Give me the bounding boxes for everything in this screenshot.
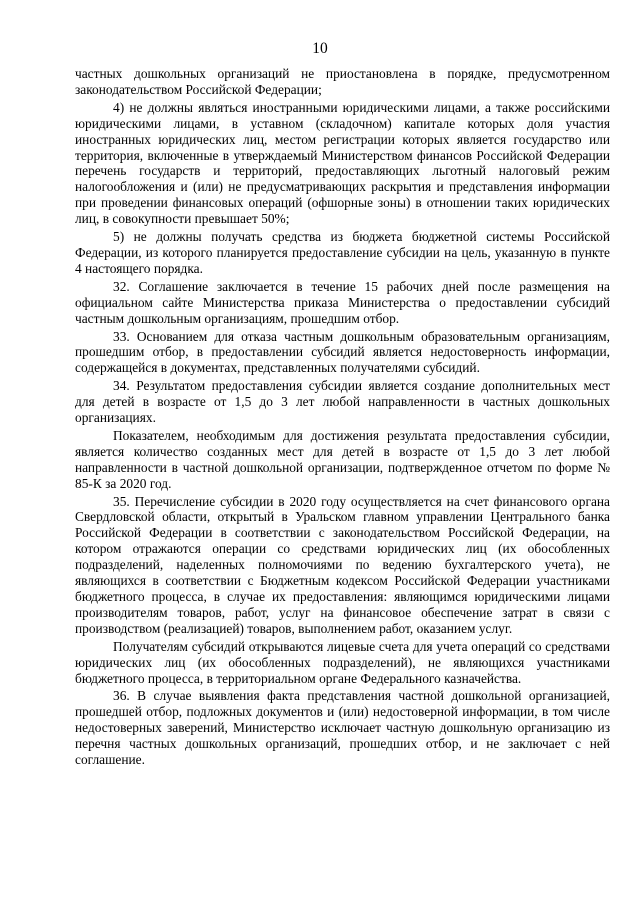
paragraph-36: 36. В случае выявления факта представления частной дошкольной организацией, прошедшей отбор, подложных документов и (или) недостоверной информации, в том числе недостоверных заверений, Министерство исключает частную дошкольную организацию из перечня частных дошкольных организаций, прошедших отбор, и не заключает с ней соглашение. <box>75 688 610 768</box>
paragraph-item-5: 5) не должны получать средства из бюджета бюджетной системы Российской Федерации, из которого планируется предоставление субсидии на цель, указанную в пункте 4 настоящего порядка. <box>75 229 610 276</box>
document-body <box>75 66 610 770</box>
paragraph-35: 35. Перечисление субсидии в 2020 году осуществляется на счет финансового органа Свердловской области, открытый в Уральском главном управлении Центрального банка Российской Федерации в соответствии с законодательством Российской Федерации, на котором отражаются операции со средствами юридических лиц (их обособленных подразделений, наделенных полномочиями по ведению бухгалтерского учета), не являющихся в соответствии с Бюджетным кодексом Российской Федерации участниками бюджетного процесса, в случае их предоставления: являющимся юридическими лицами производителям товаров, работ, услуг на финансовое обеспечение затрат в связи с производством (реализацией) товаров, выполнением работ, оказанием услуг. <box>75 493 610 636</box>
paragraph-32: 32. Соглашение заключается в течение 15 рабочих дней после размещения на официальном сайте Министерства приказа Министерства о предоставлении субсидий частным дошкольным организациям, прошедшим отбор. <box>75 278 610 326</box>
paragraph-33: 33. Основанием для отказа частным дошкольным образовательным организациям, прошедшим отбор, в предоставлении субсидий является недостоверность информации, содержащейся в документах, представленных получателями субсидий. <box>75 328 610 376</box>
page-number: 10 <box>312 40 328 57</box>
paragraph-indicator: Показателем, необходимым для достижения результата предоставления субсидии, является количество созданных мест для детей в возрасте от 1,5 до 3 лет любой направленности в частной дошкольной организации, подтвержденное отчетом по форме № 85-К за 2020 год. <box>75 427 610 491</box>
paragraph-item-4: 4) не должны являться иностранными юридическими лицами, а также российскими юридическими лицами, в уставном (складочном) капитале которых доля участия иностранных юридических лиц, местом регистрации которых является государство или территория, включенные в утверждаемый Министерством финансов Российской Федерации перечень государств и территорий, предоставляющих льготный налоговый режим налогообложения и (или) не предусматривающих раскрытия и представления информации при проведении финансовых операций (офшорные зоны) в отношении таких юридических лиц, в совокупности превышает 50%; <box>75 99 610 227</box>
paragraph-accounts: Получателям субсидий открываются лицевые счета для учета операций со средствами юридических лиц (их обособленных подразделений), не являющихся участниками бюджетного процесса, в территориальном органе Федерального казначейства. <box>75 638 610 686</box>
paragraph-34: 34. Результатом предоставления субсидии является создание дополнительных мест для детей в возрасте от 1,5 до 3 лет любой направленности в частных дошкольных организациях. <box>75 378 610 426</box>
paragraph-continuation: частных дошкольных организаций не приостановлена в порядке, предусмотренном законодательством Российской Федерации; <box>75 66 610 97</box>
